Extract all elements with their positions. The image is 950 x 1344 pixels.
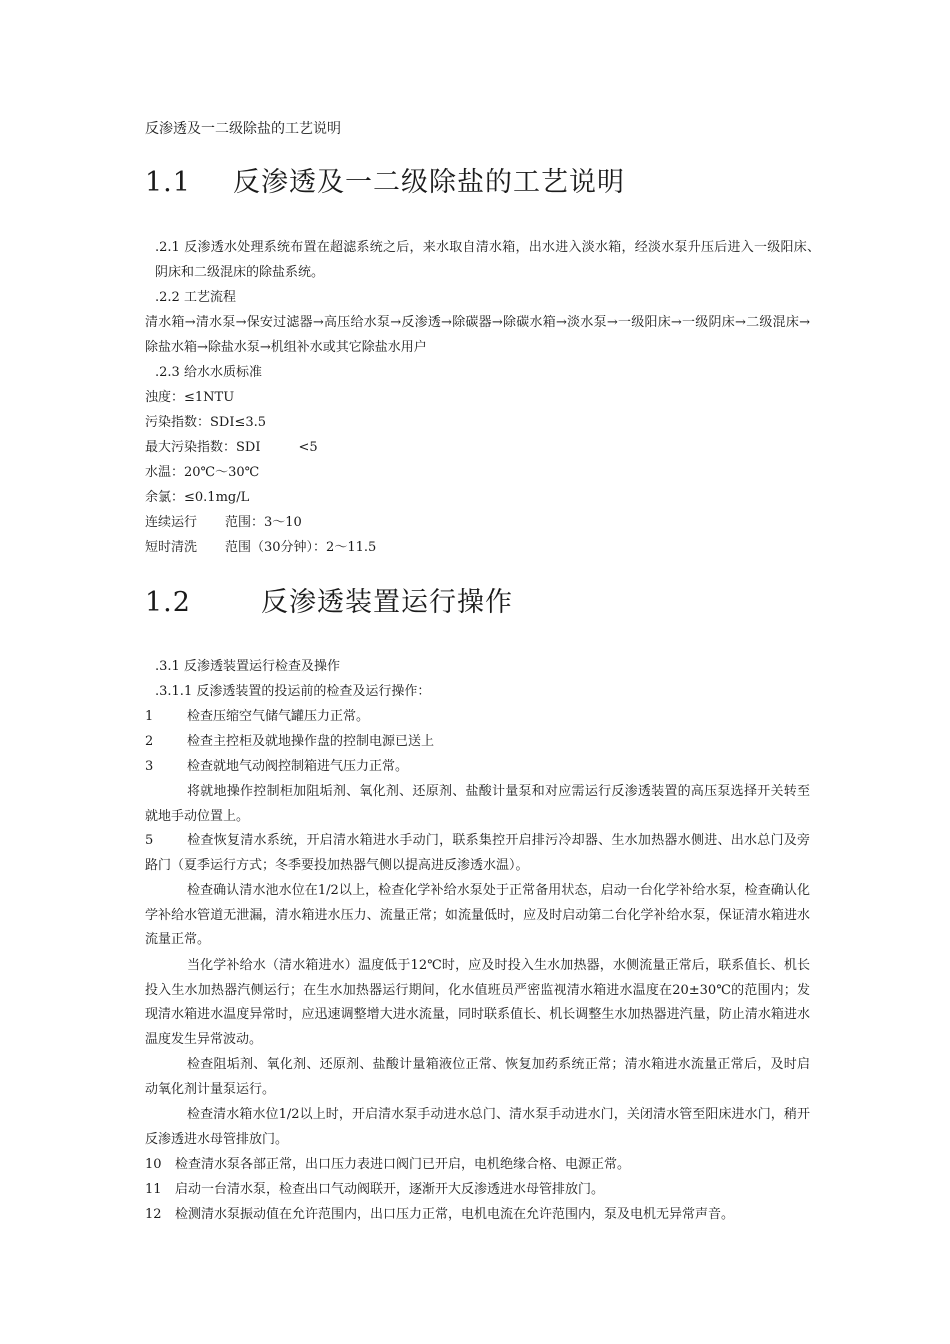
section-title: 反渗透装置运行操作 [261, 587, 513, 618]
section-number: 1.2 [145, 587, 191, 618]
section-number: 1.1 [145, 167, 191, 198]
process-flow: 清水箱→清水泵→保安过滤器→高压给水泵→反渗透→除碳器→除碳水箱→淡水泵→一级阳床→一级阴床→二级混床→除盐水箱→除盐水泵→机组补水或其它除盐水用户 [145, 315, 810, 355]
standard-turbidity: 浊度：≤1NTU [145, 390, 235, 405]
paragraph-item-5: 5 检查恢复清水系统，开启清水箱进水手动门，联系集控开启排污冷却器、生水加热器水侧进、出水总门及旁路门（夏季运行方式；冬季要投加热器气侧以提高进反渗透水温）。 [145, 833, 810, 873]
subheading-3-1: .3.1 反渗透装置运行检查及操作 [155, 659, 340, 674]
section-title: 反渗透及一二级除盐的工艺说明 [233, 167, 625, 198]
list-item: 11 启动一台清水泵，检查出口气动阀联开，逐渐开大反渗透进水母管排放门。 [145, 1182, 605, 1197]
section-heading-1-1 [145, 160, 625, 199]
list-item: 3 检查就地气动阀控制箱进气压力正常。 [145, 759, 409, 774]
standard-sdi: 污染指数：SDI≤3.5 [145, 415, 267, 430]
subheading-2-3: .2.3 给水水质标准 [155, 365, 262, 380]
document-title: 反渗透及一二级除盐的工艺说明 [145, 121, 341, 137]
paragraph-item-9: 检查清水箱水位1/2以上时，开启清水泵手动进水总门、清水泵手动进水门，关闭清水管至阳床进水门，稍开反渗透进水母管排放门。 [145, 1107, 810, 1147]
standard-water-temp: 水温：20℃～30℃ [145, 465, 260, 480]
list-item: 12 检测清水泵振动值在允许范围内，出口压力正常，电机电流在允许范围内，泵及电机无异常声音。 [145, 1207, 735, 1222]
ph-short-clean: 短时清洗 范围（30分钟）：2～11.5 [145, 540, 377, 555]
list-item: 10 检查清水泵各部正常，出口压力表进口阀门已开启，电机绝缘合格、电源正常。 [145, 1157, 631, 1172]
standard-chlorine: 余氯：≤0.1mg/L [145, 490, 250, 505]
paragraph-item-7: 当化学补给水（清水箱进水）温度低于12℃时，应及时投入生水加热器，水侧流量正常后，联系值长、机长投入生水加热器汽侧运行；在生水加热器运行期间，化水值班员严密监视清水箱进水温度在20±30℃的范围内；发现清水箱进水温度异常时，应迅速调整增大进水流量，同时联系值长、机长调整生水加热器进汽量，防止清水箱进水温度发生异常波动。 [145, 958, 810, 1047]
subheading-2-2: .2.2 工艺流程 [155, 290, 236, 305]
subheading-3-1-1: .3.1.1 反渗透装置的投运前的检查及运行操作： [155, 684, 431, 699]
standard-max-sdi: 最大污染指数：SDI <5 [145, 440, 318, 455]
paragraph-2-1: .2.1 反渗透水处理系统布置在超滤系统之后，来水取自清水箱，出水进入淡水箱，经淡水泵升压后进入一级阳床、阴床和二级混床的除盐系统。 [155, 240, 820, 280]
ph-continuous: 连续运行 范围：3～10 [145, 515, 302, 530]
paragraph-item-6: 检查确认清水池水位在1/2以上，检查化学补给水泵处于正常备用状态，启动一台化学补给水泵，检查确认化学补给水管道无泄漏，清水箱进水压力、流量正常；如流量低时，应及时启动第二台化学补给水泵，保证清水箱进水流量正常。 [145, 883, 810, 947]
list-item: 2 检查主控柜及就地操作盘的控制电源已送上 [145, 734, 435, 749]
section-heading-1-2 [145, 580, 513, 619]
paragraph-item-4: 将就地操作控制柜加阻垢剂、氧化剂、还原剂、盐酸计量泵和对应需运行反渗透装置的高压泵选择开关转至就地手动位置上。 [145, 784, 810, 824]
list-item: 1 检查压缩空气储气罐压力正常。 [145, 709, 370, 724]
paragraph-item-8: 检查阻垢剂、氧化剂、还原剂、盐酸计量箱液位正常、恢复加药系统正常；清水箱进水流量正常后，及时启动氧化剂计量泵运行。 [145, 1057, 810, 1097]
